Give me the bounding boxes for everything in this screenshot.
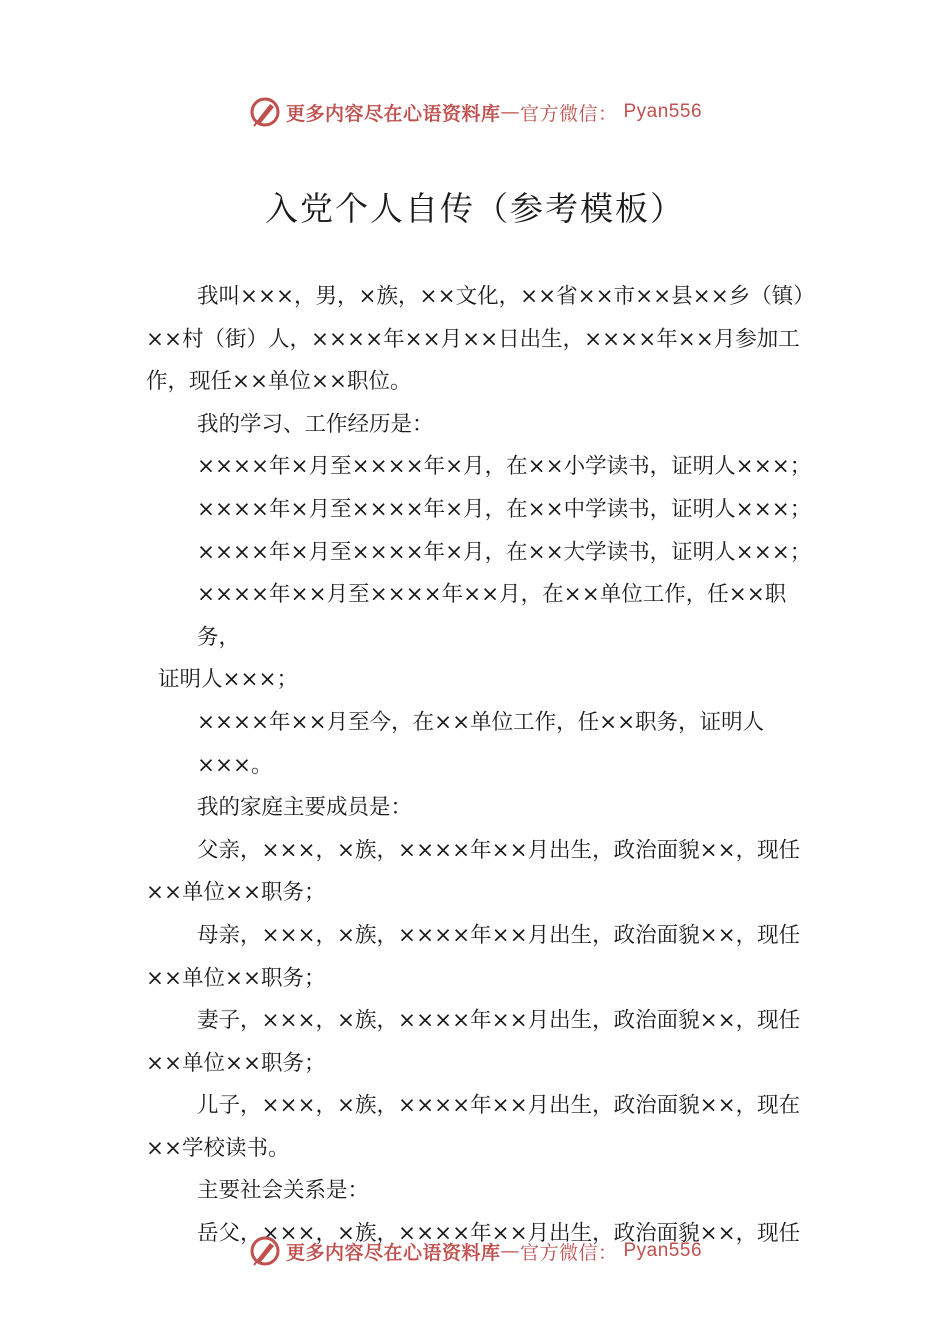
body-line: ××学校读书。 (146, 1135, 290, 1161)
pen-logo-icon (248, 1234, 282, 1268)
body-line: 父亲，×××，×族，××××年××月出生，政治面貌××，现任 (197, 837, 801, 863)
body-line: ××村（街）人，××××年××月××日出生，××××年××月参加工 (146, 326, 800, 352)
body-line: ××单位××职务； (146, 1050, 326, 1076)
body-line: 妻子，×××，×族，××××年××月出生，政治面貌××，现任 (197, 1008, 801, 1034)
watermark-separator: — (500, 101, 520, 123)
watermark-id: Pyan556 (623, 1240, 703, 1261)
watermark-text: 更多内容尽在心语资料库 (285, 1241, 501, 1264)
body-line: ××××年×月至××××年×月，在××中学读书，证明人×××； (197, 496, 812, 522)
body-line: 我叫×××，男，×族，××文化，××省××市××县××乡（镇） (197, 284, 815, 309)
document-body (146, 276, 828, 1256)
document-title: 入党个人自传（参考模板） (265, 189, 685, 228)
body-line: 我的学习、工作经历是： (197, 411, 434, 437)
body-line: 岳父，×××，×族，××××年××月出生，政治面貌××，现任 (197, 1221, 801, 1247)
body-line: ××单位××职务； (146, 880, 326, 906)
body-line: ××单位××职务； (146, 965, 326, 991)
watermark-header (0, 95, 950, 129)
body-line: 儿子，×××，×族，××××年××月出生，政治面貌××，现在 (197, 1093, 801, 1119)
watermark-label: 官方微信： (519, 1241, 618, 1264)
watermark-footer (0, 1234, 950, 1268)
body-line: 证明人×××； (158, 667, 299, 693)
body-line: 作，现任××单位××职位。 (146, 369, 412, 395)
watermark-separator: — (500, 1240, 520, 1262)
body-line: ××××年×月至××××年×月，在××大学读书，证明人×××； (197, 539, 812, 565)
watermark-id: Pyan556 (623, 101, 703, 122)
body-line: 主要社会关系是： (197, 1178, 370, 1204)
body-line: ××××年×月至××××年×月，在××小学读书，证明人×××； (197, 454, 812, 480)
watermark-text: 更多内容尽在心语资料库 (285, 102, 501, 125)
watermark-label: 官方微信： (519, 102, 618, 125)
body-line: 我的家庭主要成员是： (197, 795, 413, 821)
pen-logo-icon (248, 95, 282, 129)
body-line: 母亲，×××，×族，××××年××月出生，政治面貌××，现任 (197, 922, 801, 948)
body-line: ××××年××月至今，在××单位工作，任××职务，证明人×××。 (197, 709, 765, 778)
body-line: ××××年××月至××××年××月，在××单位工作，任××职务， (197, 582, 787, 650)
